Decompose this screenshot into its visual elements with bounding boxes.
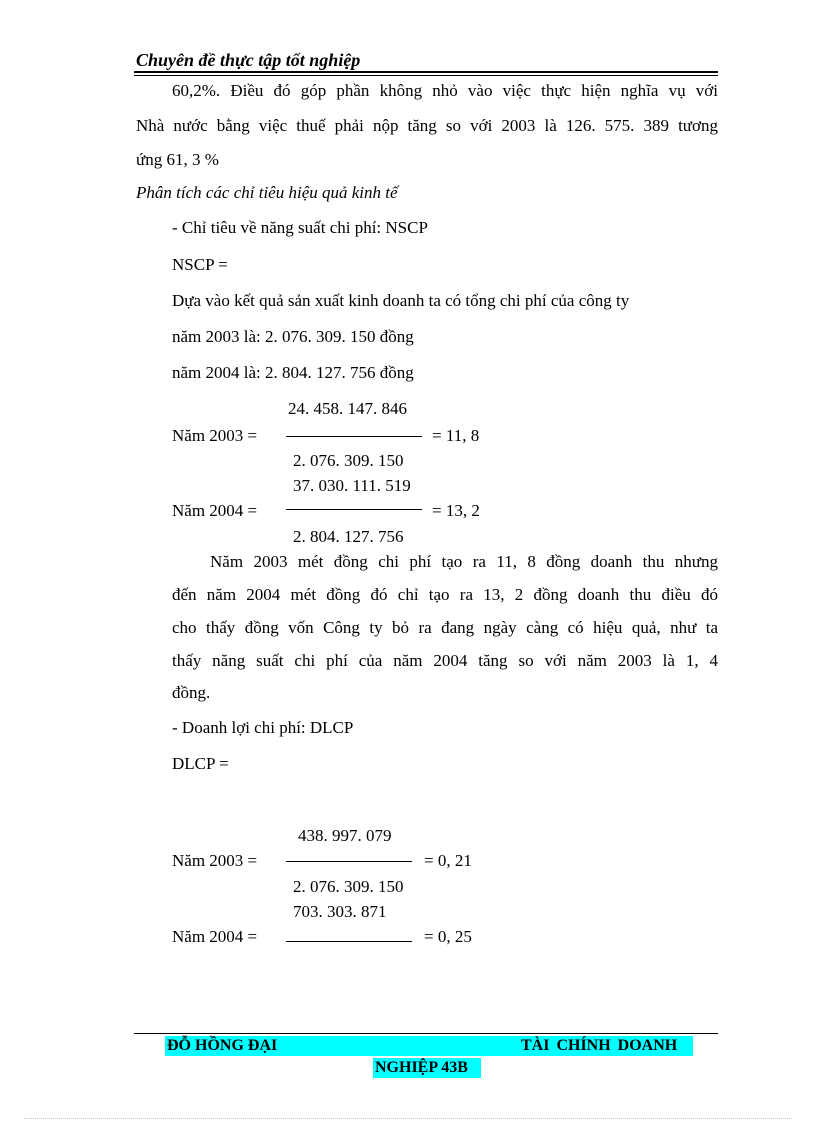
- footer-highlight-2: [373, 1058, 481, 1078]
- footer-highlight: [165, 1036, 693, 1056]
- page-bottom-border: [24, 1118, 792, 1119]
- header-rule-thin: [134, 75, 718, 76]
- intro-line-2: Nhà nước bằng việc thuế phải nộp tăng so với 2003 là 126. 575. 389 tương: [136, 116, 718, 135]
- nscp-2004-fraction-line: [286, 509, 422, 510]
- dlcp-2003-numerator: 438. 997. 079: [298, 826, 392, 845]
- nscp-2004-denominator: 2. 804. 127. 756: [293, 527, 404, 546]
- intro-line-3: ứng 61, 3 %: [136, 150, 219, 169]
- conclusion-line-3: cho thấy đồng vốn Công ty bỏ ra đang ngày càng có hiệu quả, như ta: [172, 618, 718, 637]
- dlcp-2004-result: = 0, 25: [424, 927, 472, 946]
- dlcp-2004-fraction-line: [286, 941, 412, 942]
- nscp-text-2: năm 2003 là: 2. 076. 309. 150 đồng: [172, 327, 414, 346]
- dlcp-2004-numerator: 703. 303. 871: [293, 902, 387, 921]
- conclusion-line-4: thấy năng suất chi phí của năm 2004 tăng so với năm 2003 là 1, 4: [172, 651, 718, 670]
- dlcp-heading: - Doanh lợi chi phí: DLCP: [172, 718, 354, 737]
- footer-dept: TÀI CHÍNH DOANH: [521, 1037, 678, 1054]
- footer-dept-line2: NGHIỆP 43B: [375, 1059, 468, 1076]
- conclusion-line-1: Năm 2003 mét đồng chi phí tạo ra 11, 8 đồng doanh thu nhưng: [210, 552, 718, 571]
- conclusion-line-2: đến năm 2004 mét đồng đó chỉ tạo ra 13, 2 đồng doanh thu điều đó: [172, 585, 718, 604]
- conclusion-line-5: đồng.: [172, 683, 211, 702]
- intro-line-1: 60,2%. Điều đó góp phần không nhỏ vào việc thực hiện nghĩa vụ với: [172, 81, 718, 100]
- nscp-2003-result: = 11, 8: [432, 426, 480, 445]
- nscp-2003-denominator: 2. 076. 309. 150: [293, 451, 404, 470]
- nscp-heading: - Chỉ tiêu về năng suất chi phí: NSCP: [172, 218, 428, 237]
- section-title: Phân tích các chỉ tiêu hiệu quả kinh tế: [136, 183, 398, 202]
- header-rule: [134, 71, 718, 73]
- dlcp-2003-fraction-line: [286, 861, 412, 862]
- footer-author: ĐỖ HỒNG ĐẠI: [167, 1037, 278, 1054]
- dlcp-2004-label: Năm 2004 =: [172, 927, 258, 946]
- nscp-2004-result: = 13, 2: [432, 501, 480, 520]
- footer-rule: [134, 1033, 718, 1034]
- nscp-formula-label: NSCP =: [172, 255, 228, 274]
- nscp-2003-numerator: 24. 458. 147. 846: [288, 399, 407, 418]
- nscp-2003-label: Năm 2003 =: [172, 426, 258, 445]
- nscp-text-1: Dựa vào kết quả sản xuất kinh doanh ta có tổng chi phí của công ty: [172, 291, 630, 310]
- page-header-title: Chuyên đề thực tập tốt nghiệp: [136, 50, 361, 70]
- dlcp-2003-denominator: 2. 076. 309. 150: [293, 877, 404, 896]
- dlcp-2003-label: Năm 2003 =: [172, 851, 258, 870]
- nscp-text-3: năm 2004 là: 2. 804. 127. 756 đồng: [172, 363, 414, 382]
- nscp-2003-fraction-line: [286, 436, 422, 437]
- dlcp-2003-result: = 0, 21: [424, 851, 472, 870]
- nscp-2004-label: Năm 2004 =: [172, 501, 258, 520]
- nscp-2004-numerator: 37. 030. 111. 519: [293, 476, 411, 495]
- dlcp-formula-label: DLCP =: [172, 754, 229, 773]
